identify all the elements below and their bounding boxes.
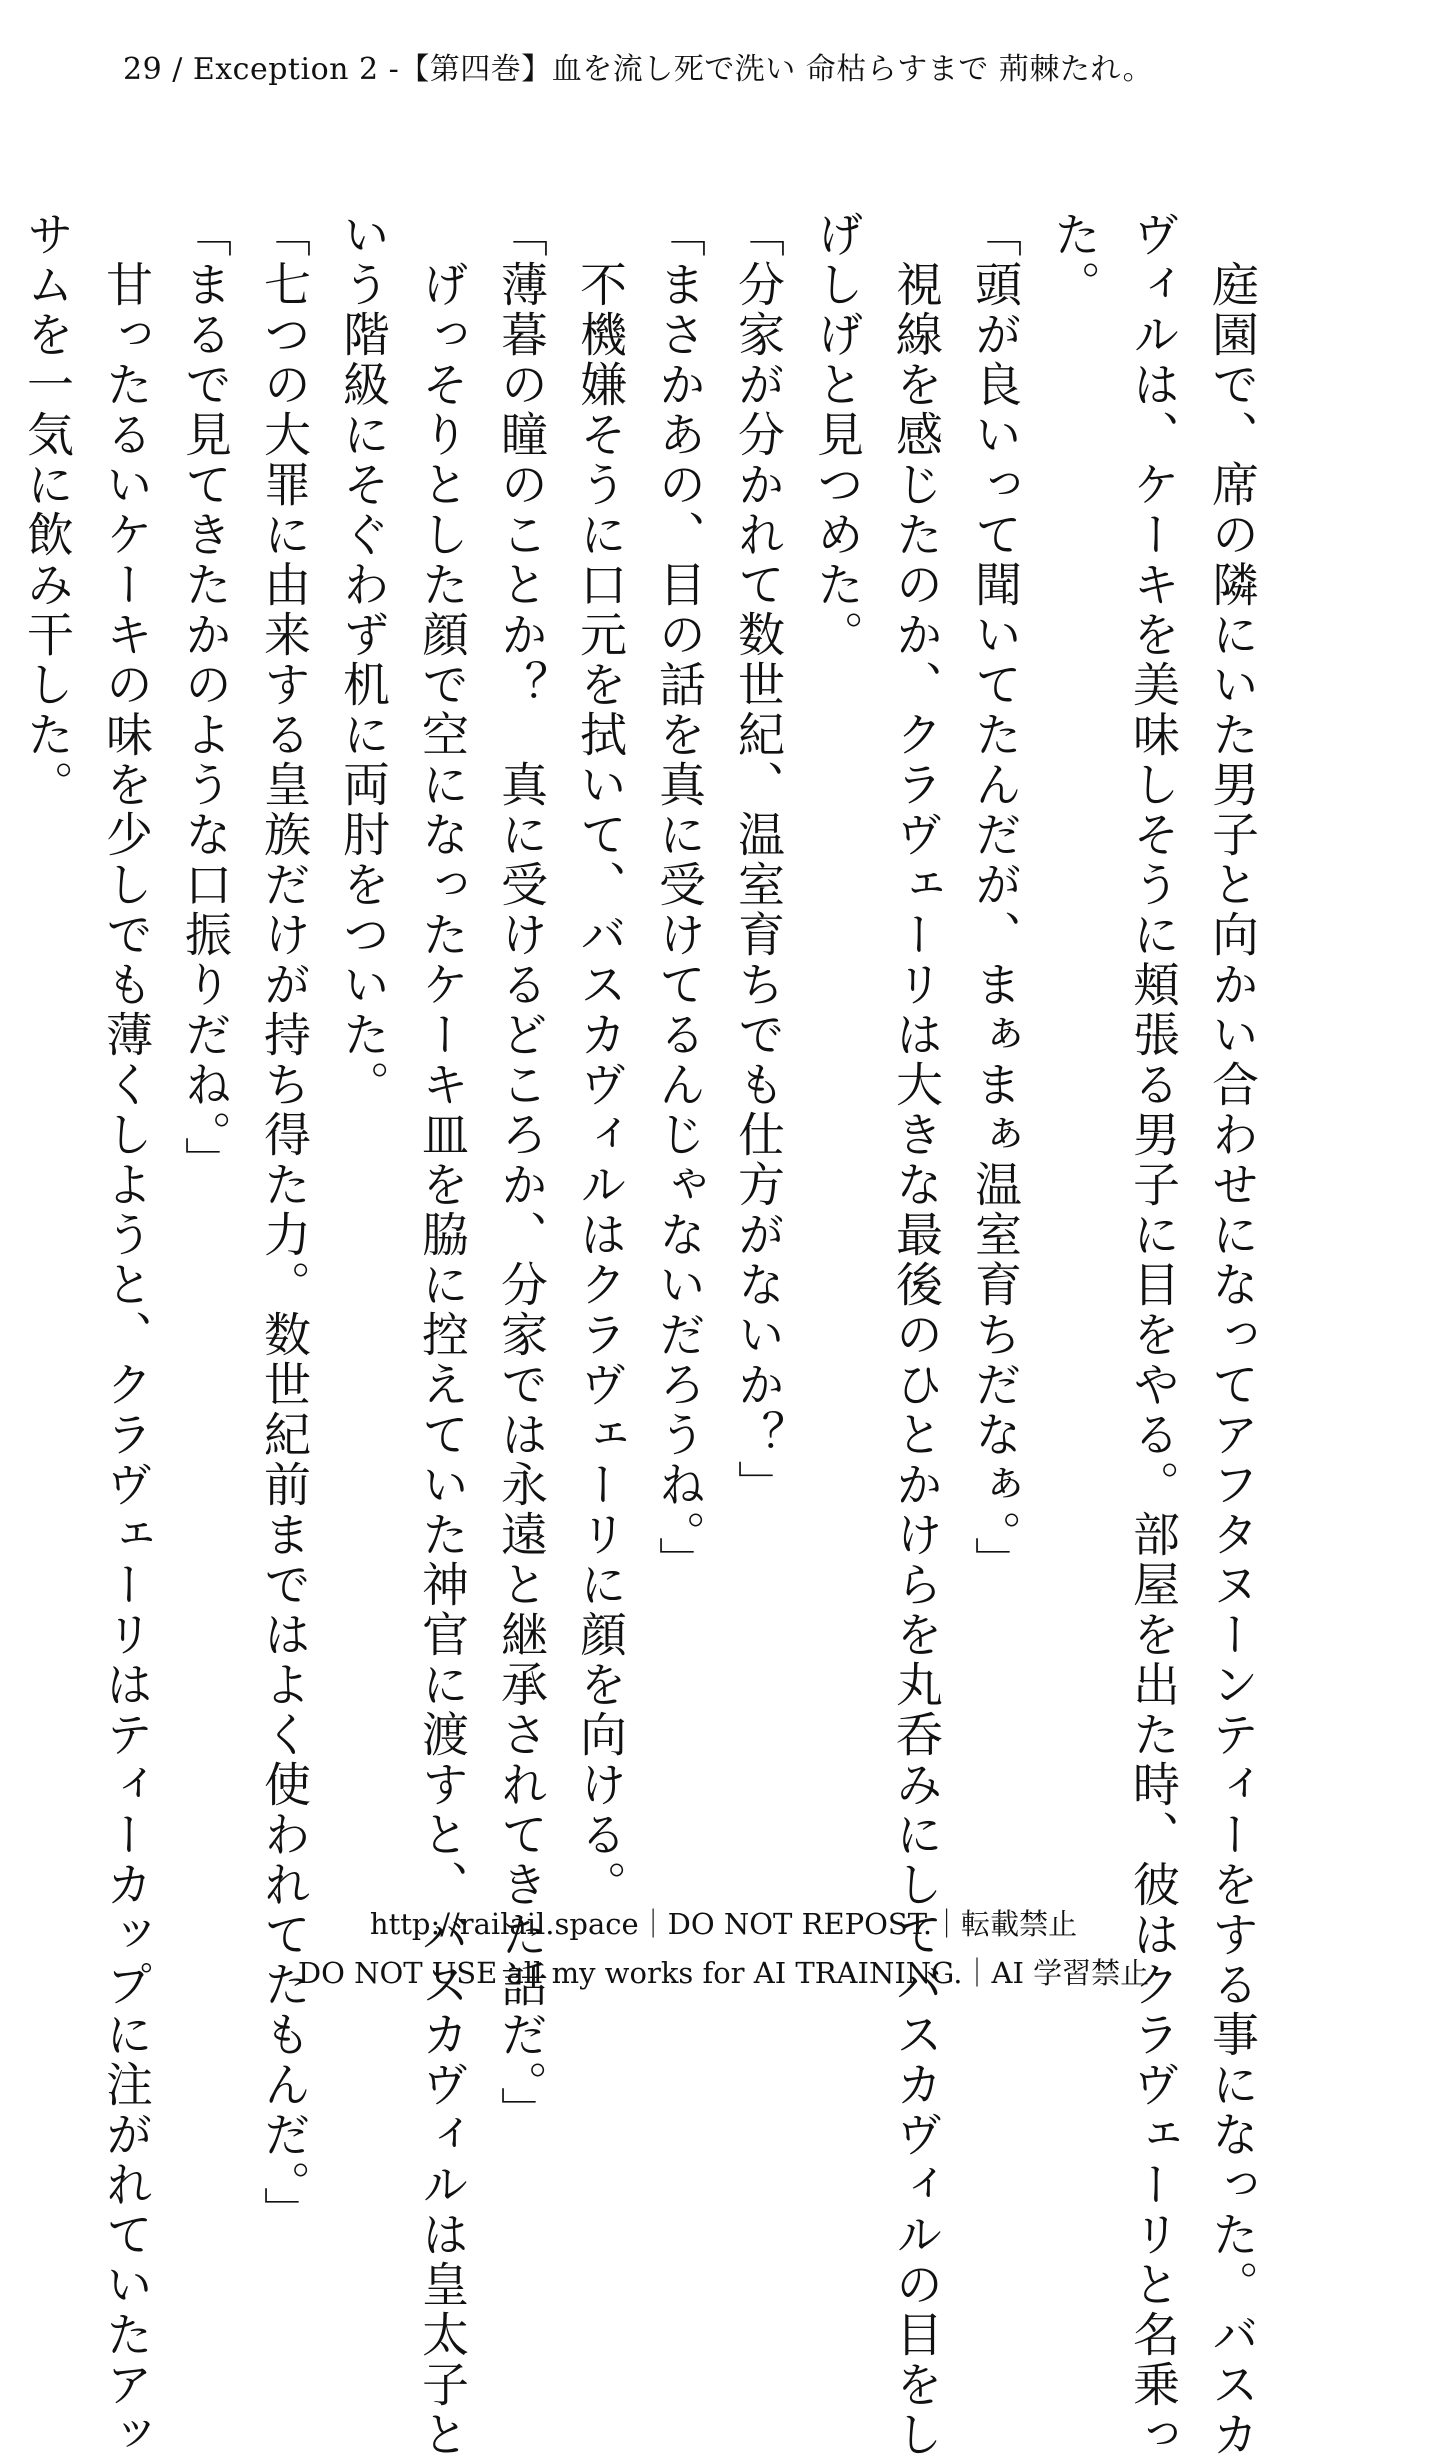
- body-line: 不機嫌そうに口元を拭いて、バスカヴィルはクラヴェーリに顔を向ける。: [572, 210, 627, 1910]
- body-line: 「薄暮の瞳のことか？ 真に受けるどころか、分家では永遠と継承されてきた話だ。」: [493, 210, 548, 2137]
- footer-notice-ai: DO NOT USE all my works for AI TRAINING.｜AI 学習禁止: [297, 1956, 1150, 1990]
- body-line: 甘ったるいケーキの味を少しでも薄くしようと、クラヴェーリはティーカップに注がれていたアッ: [98, 210, 153, 2460]
- body-line: 「七つの大罪に由来する皇族だけが持ち得た力。数世紀前まではよく使われてたもんだ。」: [256, 210, 311, 2237]
- body-line: 「まるで見てきたかのような口振りだね。」: [177, 210, 232, 1187]
- body-line: ヴィルは、ケーキを美味しそうに頬張る男子に目をやる。部屋を出た時、彼はクラヴェーリと名乗っ: [1125, 210, 1180, 2460]
- body-line: 視線を感じたのか、クラヴェーリは大きな最後のひとかけらを丸呑みにしてバスカヴィルの目をし: [888, 210, 943, 2460]
- body-line: 「頭が良いって聞いてたんだが、まぁまぁ温室育ちだなぁ。」: [967, 210, 1022, 1587]
- body-line: サムを一気に飲み干した。: [19, 210, 74, 810]
- body-line: 「まさかあの、目の話を真に受けてるんじゃないだろうね。」: [651, 210, 706, 1587]
- body-line: げしげと見つめた。: [809, 210, 864, 660]
- body-line: 庭園で、席の隣にいた男子と向かい合わせになってアフタヌーンティーをする事になった。バスカ: [1204, 210, 1259, 2460]
- page-header: 29 / Exception 2 -【第四巻】血を流し死で洗い 命枯らすまで 荊棘たれ。: [123, 52, 1154, 87]
- body-line: 「分家が分かれて数世紀、温室育ちでも仕方がないか？」: [730, 210, 785, 1510]
- footer-notice-repost: http://railail.space｜DO NOT REPOST.｜転載禁止: [369, 1907, 1078, 1941]
- body-line: た。: [1046, 210, 1101, 310]
- body-line: げっそりとした顔で空になったケーキ皿を脇に控えていた神官に渡すと、バスカヴィルは皇太子と: [414, 210, 469, 2460]
- body-line: いう階級にそぐわず机に両肘をついた。: [335, 210, 390, 1110]
